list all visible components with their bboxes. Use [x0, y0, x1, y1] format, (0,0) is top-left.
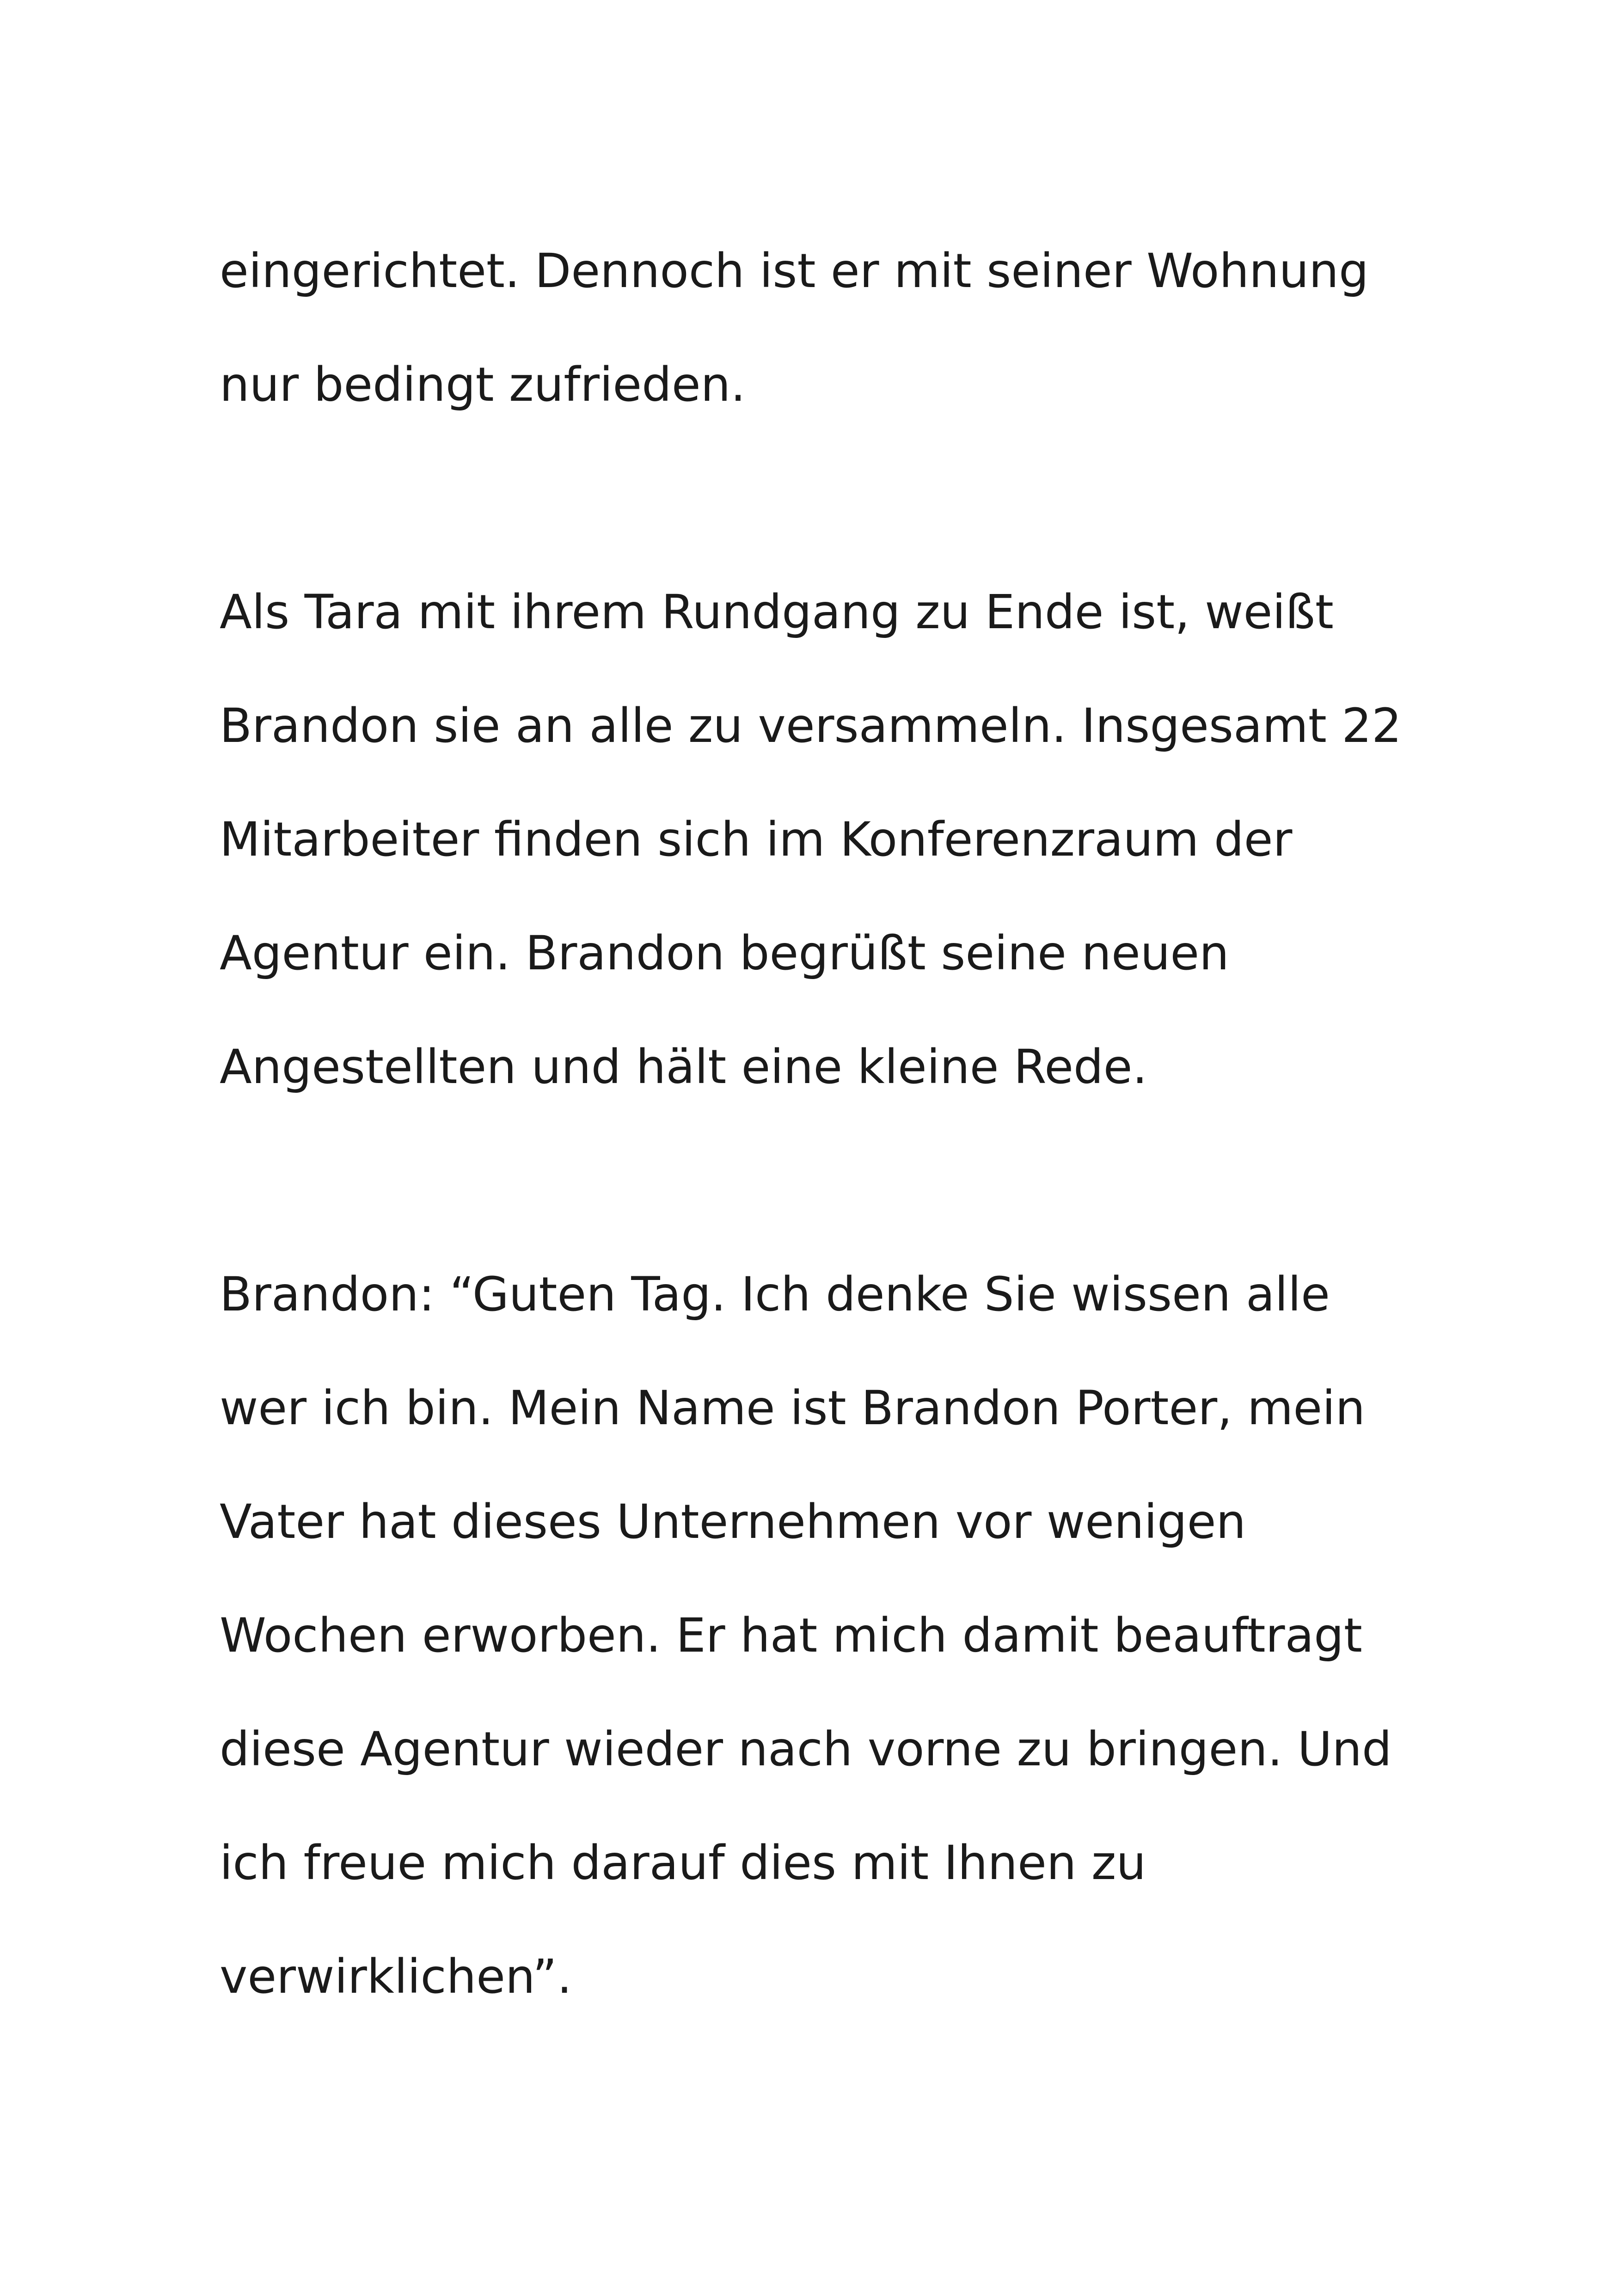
body-text [220, 214, 1468, 2034]
paragraph-spacer [220, 1124, 1468, 1238]
text-line: Angestellten und hält eine kleine Rede. [220, 1040, 1147, 1095]
text-line: ich freue mich darauf dies mit Ihnen zu [220, 1836, 1146, 1891]
text-line: Agentur ein. Brandon begrüßt seine neuen [220, 926, 1229, 981]
text-line: wer ich bin. Mein Name ist Brandon Porter, mein [220, 1381, 1366, 1436]
text-line: Wochen erworben. Er hat mich damit beauftragt [220, 1608, 1362, 1663]
text-line: verwirklichen”. [220, 1949, 572, 2004]
paragraph-spacer [220, 442, 1468, 556]
paragraph-2 [220, 556, 1468, 1124]
paragraph-1 [220, 214, 1468, 442]
text-line: Als Tara mit ihrem Rundgang zu Ende ist, weißt [220, 585, 1334, 640]
paragraph-3 [220, 1238, 1468, 2034]
text-line: Brandon sie an alle zu versammeln. Insgesamt 22 [220, 698, 1402, 753]
text-line: diese Agentur wieder nach vorne zu bringen. Und [220, 1722, 1392, 1777]
text-line: Mitarbeiter finden sich im Konferenzraum der [220, 812, 1293, 867]
text-line: Brandon: “Guten Tag. Ich denke Sie wissen alle [220, 1267, 1330, 1322]
text-line: eingerichtet. Dennoch ist er mit seiner Wohnung [220, 244, 1369, 299]
text-line: Vater hat dieses Unternehmen vor wenigen [220, 1494, 1246, 1549]
text-line: nur bedingt zufrieden. [220, 357, 746, 412]
